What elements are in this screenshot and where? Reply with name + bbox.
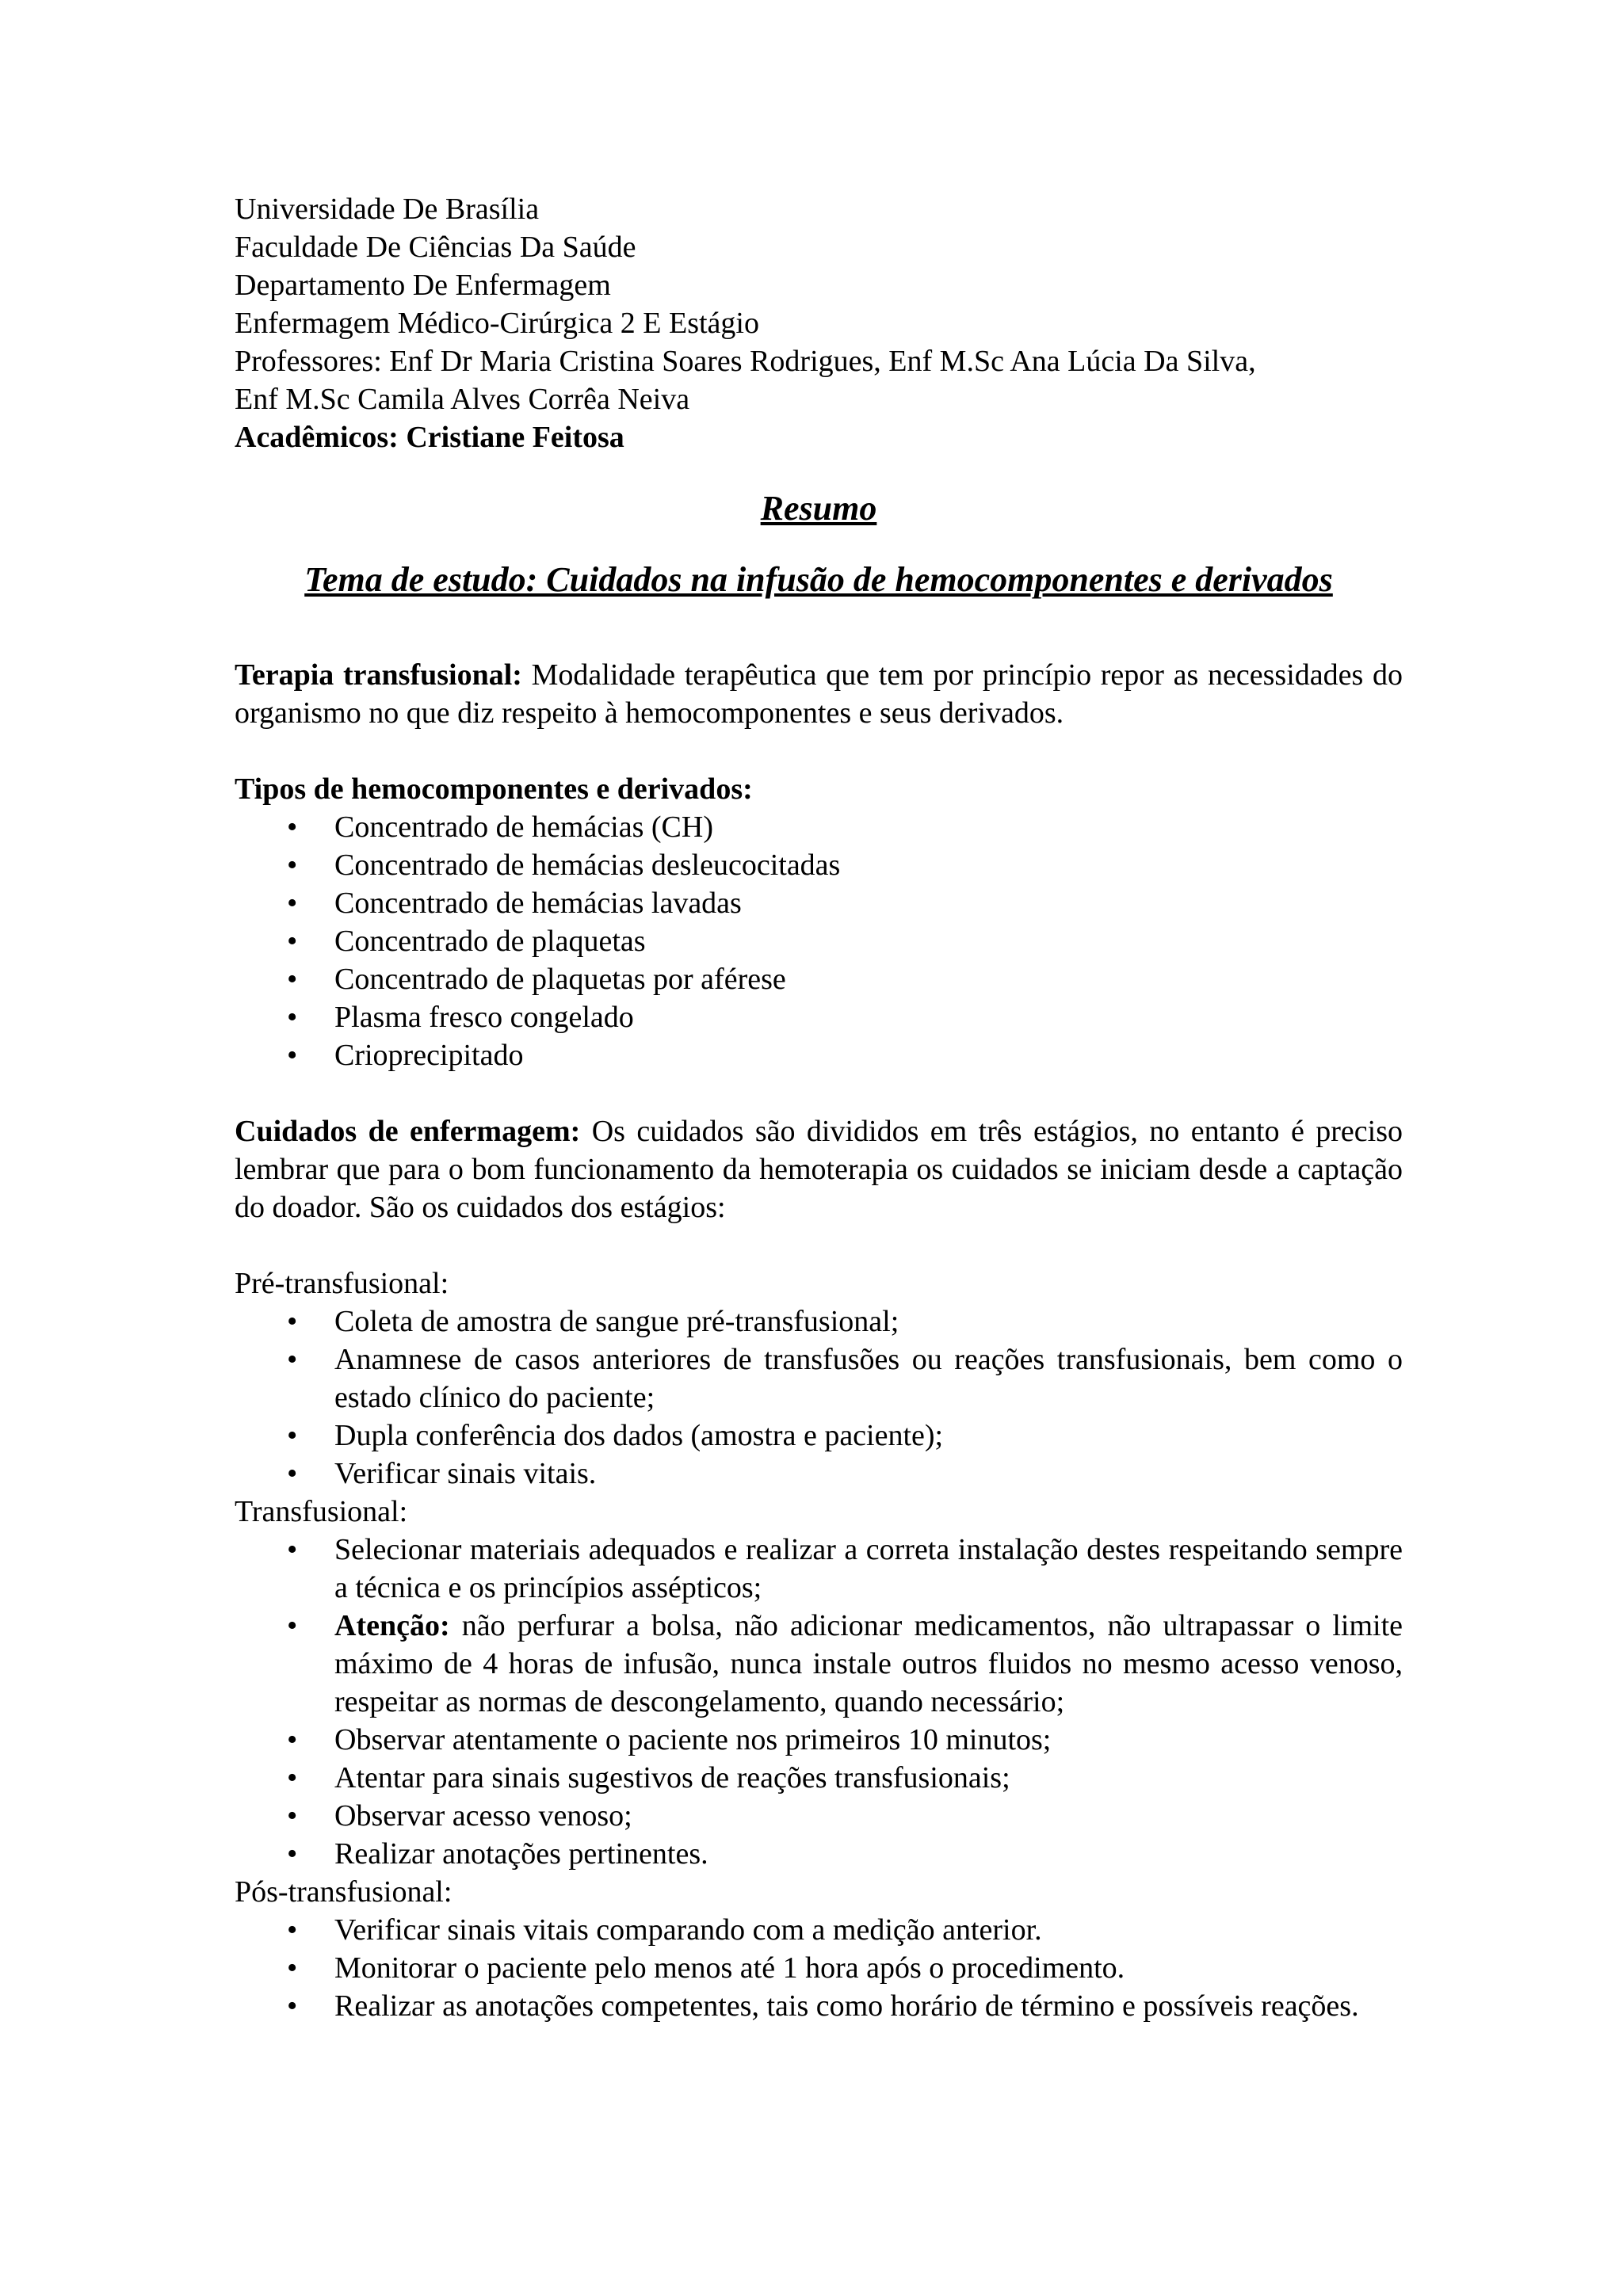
header-university: Universidade De Brasília xyxy=(235,193,540,226)
tipos-list xyxy=(235,808,1403,1074)
section-transfusional xyxy=(235,1493,1403,1873)
cuidados-text: Os cuidados são divididos em três estágios, no entanto é preciso lembrar que para o bom funcionamento da hemoterapia os cuidados se iniciam desde a captação do doador. São os cuidados dos estágios: xyxy=(235,1115,1403,1224)
pre-label: Pré-transfusional: xyxy=(235,1267,449,1300)
paragraph-terapia xyxy=(235,656,1403,732)
section-tipos xyxy=(235,770,1403,1074)
atencao-text: não perfurar a bolsa, não adicionar medicamentos, não ultrapassar o limite máximo de 4 horas de infusão, nunca instale outros fluidos no mesmo acesso venoso, respeitar as normas de descongelamento, quando necessário; xyxy=(334,1609,1403,1718)
title-tema: Tema de estudo: Cuidados na infusão de hemocomponentes e derivados xyxy=(304,560,1333,599)
list-item: • Selecionar materiais adequados e realizar a correta instalação destes respeitando sempre a técnica e os princípios assépticos; xyxy=(334,1531,1403,1607)
list-item: • Concentrado de plaquetas por aférese xyxy=(334,960,1403,998)
list-item: • Verificar sinais vitais. xyxy=(334,1455,1403,1493)
list-item: • Monitorar o paciente pelo menos até 1 hora após o procedimento. xyxy=(334,1949,1403,1987)
list-item: • Observar acesso venoso; xyxy=(334,1797,1403,1835)
list-item: • Verificar sinais vitais comparando com a medição anterior. xyxy=(334,1911,1403,1949)
trans-list xyxy=(235,1531,1403,1873)
pos-label: Pós-transfusional: xyxy=(235,1875,453,1909)
terapia-label: Terapia transfusional: xyxy=(235,658,522,692)
pre-list xyxy=(235,1302,1403,1493)
list-item: • Atentar para sinais sugestivos de reações transfusionais; xyxy=(334,1759,1403,1797)
section-pos-transfusional xyxy=(235,1873,1403,2025)
list-item-atencao xyxy=(334,1607,1403,1721)
header-department: Departamento De Enfermagem xyxy=(235,269,611,302)
list-item: • Realizar as anotações competentes, tais como horário de término e possíveis reações. xyxy=(334,1987,1403,2025)
header-course: Enfermagem Médico-Cirúrgica 2 E Estágio xyxy=(235,307,759,340)
list-item: • Crioprecipitado xyxy=(334,1036,1403,1074)
list-item: • Realizar anotações pertinentes. xyxy=(334,1835,1403,1873)
header-professors-line1: Professores: Enf Dr Maria Cristina Soares Rodrigues, Enf M.Sc Ana Lúcia Da Silva, xyxy=(235,345,1256,378)
pos-list xyxy=(235,1911,1403,2025)
cuidados-label: Cuidados de enfermagem: xyxy=(235,1115,581,1148)
list-item: • Plasma fresco congelado xyxy=(334,998,1403,1036)
document-page xyxy=(235,190,1403,2025)
list-item: • Concentrado de hemácias lavadas xyxy=(334,884,1403,922)
header-faculty: Faculdade De Ciências Da Saúde xyxy=(235,231,636,264)
paragraph-cuidados xyxy=(235,1112,1403,1226)
header-academics: Acadêmicos: Cristiane Feitosa xyxy=(235,421,624,454)
header-block xyxy=(235,190,1403,456)
terapia-text: Modalidade terapêutica que tem por princípio repor as necessidades do organismo no que diz respeito à hemocomponentes e seus derivados. xyxy=(235,658,1403,730)
header-professors-line2: Enf M.Sc Camila Alves Corrêa Neiva xyxy=(235,383,690,416)
list-item: • Concentrado de hemácias (CH) xyxy=(334,808,1403,846)
list-item: • Dupla conferência dos dados (amostra e paciente); xyxy=(334,1417,1403,1455)
title-resumo: Resumo xyxy=(760,489,877,528)
tipos-label: Tipos de hemocomponentes e derivados: xyxy=(235,772,753,806)
section-pre-transfusional xyxy=(235,1264,1403,1493)
atencao-label: Atenção: xyxy=(334,1609,450,1642)
list-item: • Anamnese de casos anteriores de transfusões ou reações transfusionais, bem como o estado clínico do paciente; xyxy=(334,1341,1403,1417)
list-item: • Concentrado de hemácias desleucocitadas xyxy=(334,846,1403,884)
trans-label: Transfusional: xyxy=(235,1495,408,1528)
list-item: • Observar atentamente o paciente nos primeiros 10 minutos; xyxy=(334,1721,1403,1759)
list-item: • Coleta de amostra de sangue pré-transfusional; xyxy=(334,1302,1403,1341)
list-item: • Concentrado de plaquetas xyxy=(334,922,1403,960)
